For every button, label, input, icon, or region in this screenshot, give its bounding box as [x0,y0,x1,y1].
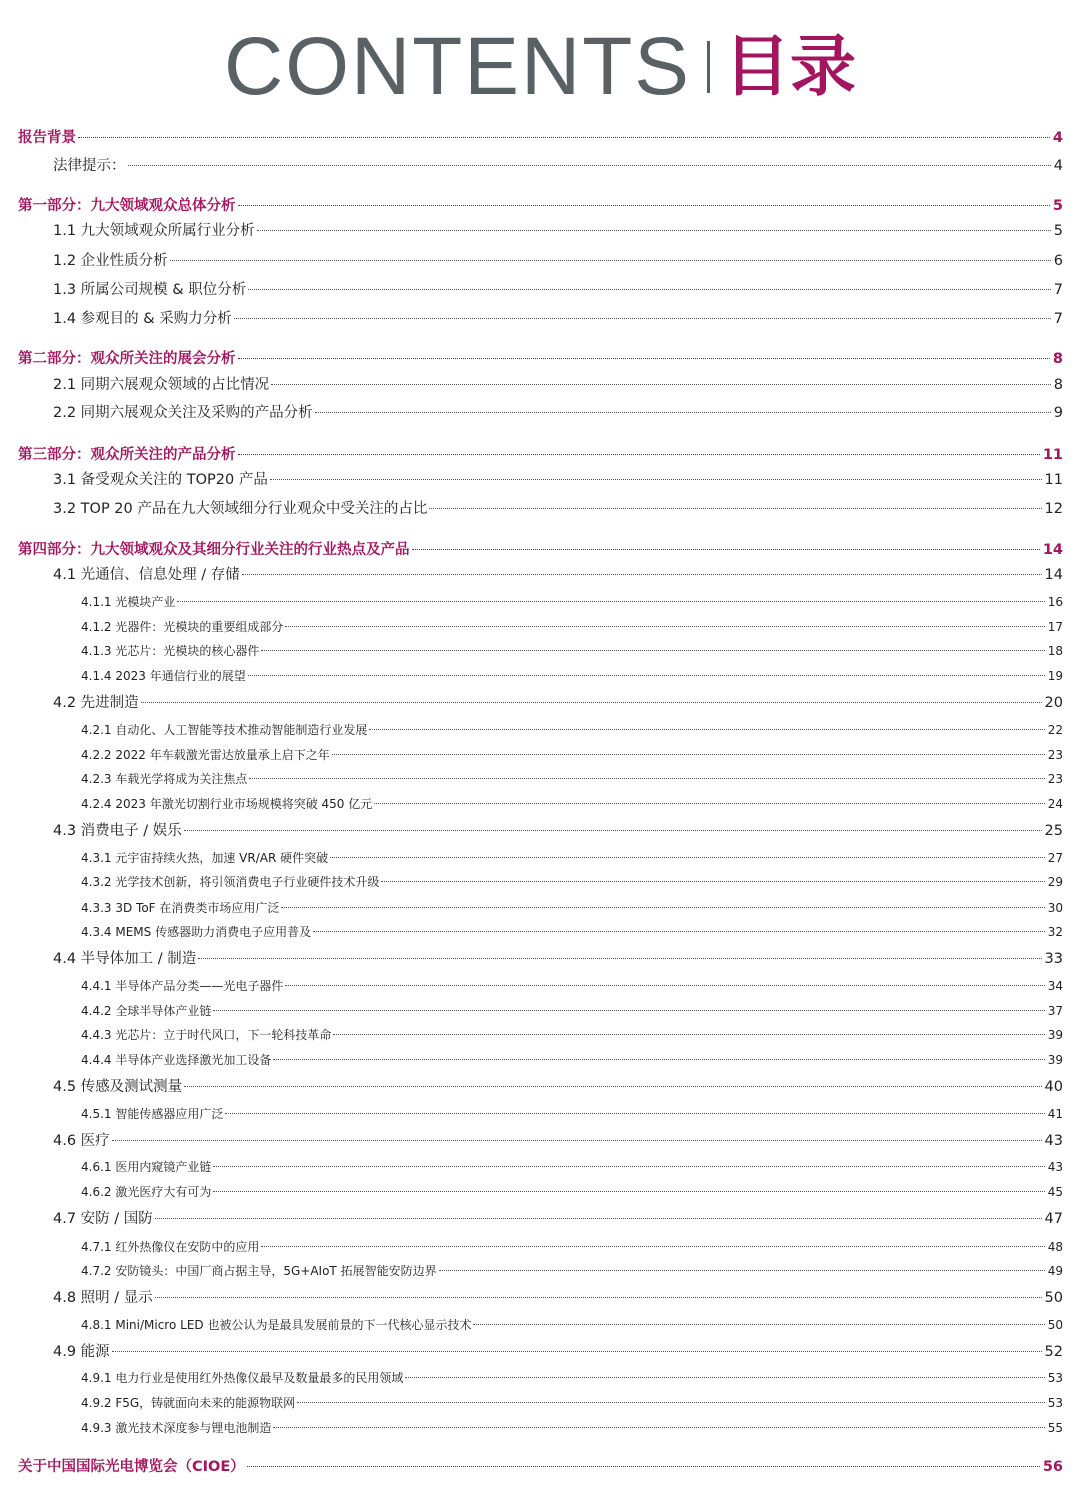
toc-page-number: 41 [1047,1107,1063,1121]
toc-page-number: 29 [1047,875,1063,889]
toc-entry[interactable] [0,468,1080,489]
toc-page-number: 11 [1042,447,1063,463]
toc-entry[interactable] [0,1158,1080,1175]
toc-entry[interactable] [0,642,1080,659]
toc-entry-title: 4.8 照明 / 显示 [53,1290,153,1306]
toc-page-number: 49 [1047,1264,1063,1278]
toc-leader-dots [429,508,1041,509]
toc-leader-dots [141,702,1042,703]
toc-entry[interactable] [0,923,1080,940]
toc-page-number: 5 [1053,223,1063,239]
toc-leader-dots [170,260,1051,261]
toc-entry-title: 4.8.1 Mini/Micro LED 也被公认为是最具发展前景的下一代核心显示技术 [81,1318,472,1332]
toc-entry-title: 4.7.2 安防镜头：中国厂商占据主导，5G+AIoT 拓展智能安防边界 [81,1264,437,1278]
toc-entry[interactable] [0,1129,1080,1150]
toc-page-number: 9 [1053,405,1063,421]
toc-page-number: 39 [1047,1028,1063,1042]
toc-page-number: 53 [1047,1371,1063,1385]
toc-entry-title: 2.1 同期六展观众领域的占比情况 [53,377,270,393]
toc-entry-title: 4.9.3 激光技术深度参与锂电池制造 [81,1421,272,1435]
toc-page-number: 8 [1052,351,1063,367]
toc-leader-dots [213,1166,1044,1167]
toc-entry-title: 4.4.1 半导体产品分类——光电子器件 [81,979,284,993]
toc-leader-dots [248,675,1045,676]
toc-page-number: 50 [1047,1318,1063,1332]
toc-page-number: 30 [1047,901,1063,915]
toc-entry[interactable] [0,873,1080,890]
toc-leader-dots [330,857,1045,858]
toc-leader-dots [155,1297,1042,1298]
toc-entry[interactable] [0,1183,1080,1200]
toc-leader-dots [184,830,1042,831]
toc-leader-dots [78,137,1050,138]
toc-leader-dots [315,412,1051,413]
toc-entry-title: 3.2 TOP 20 产品在九大领域细分行业观众中受关注的占比 [53,501,428,517]
toc-page-number: 8 [1053,377,1063,393]
toc-entry[interactable] [0,1316,1080,1333]
toc-entry-title: 4.1.1 光模块产业 [81,595,176,609]
toc-page-number: 37 [1047,1004,1063,1018]
toc-leader-dots [238,205,1050,206]
toc-entry-title: 1.4 参观目的 & 采购力分析 [53,311,232,327]
toc-page-number: 45 [1047,1185,1063,1199]
toc-leader-dots [297,1402,1045,1403]
toc-leader-dots [155,1218,1042,1219]
toc-entry[interactable] [0,1340,1080,1361]
toc-entry[interactable] [0,667,1080,684]
toc-page-number: 40 [1044,1079,1063,1095]
toc-page-number: 4 [1053,158,1063,174]
toc-entry-title: 4.1.2 光器件：光模块的重要组成部分 [81,620,284,634]
toc-entry[interactable] [0,1419,1080,1436]
toc-leader-dots [213,1191,1044,1192]
toc-leader-dots [247,1466,1040,1467]
toc-page-number: 23 [1047,772,1063,786]
toc-entry[interactable] [0,1394,1080,1411]
toc-page-number: 56 [1042,1459,1063,1475]
toc-entry-title: 3.1 备受观众关注的 TOP20 产品 [53,472,268,488]
toc-entry-title: 4.2.1 自动化、人工智能等技术推动智能制造行业发展 [81,723,368,737]
toc-leader-dots [281,907,1044,908]
toc-leader-dots [405,1377,1044,1378]
toc-entry-title: 4.2.4 2023 年激光切割行业市场规模将突破 450 亿元 [81,797,373,811]
toc-page-number: 7 [1053,311,1063,327]
toc-entry-title: 第三部分：观众所关注的产品分析 [18,447,236,463]
toc-entry-title: 4.9 能源 [53,1344,110,1360]
toc-leader-dots [332,754,1045,755]
toc-entry-title: 4.3.2 光学技术创新，将引领消费电子行业硬件技术升级 [81,875,380,889]
toc-page-number: 52 [1044,1344,1063,1360]
toc-entry[interactable] [0,977,1080,994]
toc-leader-dots [439,1270,1045,1271]
toc-entry[interactable] [0,249,1080,270]
toc-leader-dots [270,479,1042,480]
toc-leader-dots [333,1034,1044,1035]
toc-leader-dots [261,1246,1044,1247]
toc-page-number: 4 [1052,130,1063,146]
toc-page-number: 7 [1053,282,1063,298]
toc-leader-dots [249,778,1044,779]
toc-leader-dots [248,289,1051,290]
toc-entry[interactable] [0,849,1080,866]
toc-entry[interactable] [0,219,1080,240]
toc-page-number: 17 [1047,620,1063,634]
toc-entry-title: 4.6 医疗 [53,1133,110,1149]
toc-entry[interactable] [0,691,1080,712]
toc-page-number: 53 [1047,1396,1063,1410]
toc-entry-title: 4.7 安防 / 国防 [53,1211,153,1227]
toc-entry[interactable] [0,347,1080,368]
toc-entry[interactable] [0,1369,1080,1386]
toc-leader-dots [213,1010,1044,1011]
toc-leader-dots [234,318,1051,319]
toc-entry[interactable] [0,593,1080,610]
toc-entry-title: 第四部分：九大领域观众及其细分行业关注的行业热点及产品 [18,542,410,558]
toc-entry-title: 4.6.1 医用内窥镜产业链 [81,1160,212,1174]
toc-leader-dots [261,650,1044,651]
toc-page-number: 11 [1044,472,1063,488]
toc-entry[interactable] [0,538,1080,559]
toc-entry-title: 4.4.3 光芯片：立于时代风口，下一轮科技革命 [81,1028,332,1042]
toc-entry-title: 4.1.4 2023 年通信行业的展望 [81,669,246,683]
toc-entry-title: 4.4 半导体加工 / 制造 [53,951,197,967]
toc-page-number: 14 [1044,567,1063,583]
toc-entry-title: 4.4.2 全球半导体产业链 [81,1004,212,1018]
toc-leader-dots [273,1059,1044,1060]
toc-entry-title: 4.3.3 3D ToF 在消费类市场应用广泛 [81,901,280,915]
contents-title-chinese: 目录 [724,28,856,105]
toc-entry[interactable] [0,563,1080,584]
toc-entry-title: 4.7.1 红外热像仪在安防中的应用 [81,1240,260,1254]
toc-entry[interactable] [0,819,1080,840]
toc-entry-title: 4.2 先进制造 [53,695,139,711]
toc-leader-dots [184,1086,1041,1087]
page-header [0,22,1080,112]
toc-entry[interactable] [0,899,1080,916]
toc-entry-title: 法律提示： [53,158,126,174]
toc-page-number: 55 [1047,1421,1063,1435]
toc-entry[interactable] [0,278,1080,299]
toc-entry-title: 4.3 消费电子 / 娱乐 [53,823,182,839]
toc-entry-title: 报告背景 [18,130,76,146]
toc-page-number: 16 [1047,595,1063,609]
toc-entry-title: 4.5.1 智能传感器应用广泛 [81,1107,224,1121]
toc-entry[interactable] [0,126,1080,147]
toc-entry[interactable] [0,618,1080,635]
toc-entry-title: 4.9.2 F5G，铸就面向未来的能源物联网 [81,1396,296,1410]
toc-entry-title: 第二部分：观众所关注的展会分析 [18,351,236,367]
toc-page-number: 18 [1047,644,1063,658]
toc-entry-title: 1.3 所属公司规模 & 职位分析 [53,282,247,298]
toc-leader-dots [369,729,1044,730]
toc-entry[interactable] [0,1002,1080,1019]
toc-page-number: 39 [1047,1053,1063,1067]
toc-entry[interactable] [0,770,1080,787]
toc-page-number: 5 [1052,198,1063,214]
toc-entry-title: 2.2 同期六展观众关注及采购的产品分析 [53,405,313,421]
toc-page-number: 19 [1047,669,1063,683]
toc-entry[interactable] [0,443,1080,464]
toc-page-number: 48 [1047,1240,1063,1254]
toc-entry-title: 1.2 企业性质分析 [53,253,168,269]
toc-leader-dots [198,958,1041,959]
toc-leader-dots [177,601,1044,602]
toc-page-number: 34 [1047,979,1063,993]
toc-entry-title: 4.1 光通信、信息处理 / 存储 [53,567,240,583]
toc-entry[interactable] [0,1207,1080,1228]
toc-page-number: 32 [1047,925,1063,939]
toc-entry[interactable] [0,154,1080,175]
toc-leader-dots [313,931,1045,932]
toc-leader-dots [285,626,1044,627]
toc-leader-dots [273,1427,1044,1428]
toc-page-number: 25 [1044,823,1063,839]
toc-entry[interactable] [0,1286,1080,1307]
toc-entry[interactable] [0,194,1080,215]
toc-leader-dots [238,454,1040,455]
toc-leader-dots [112,1351,1042,1352]
toc-leader-dots [242,574,1042,575]
toc-leader-dots [257,230,1051,231]
toc-entry-title: 4.2.2 2022 年车载激光雷达放量承上启下之年 [81,748,330,762]
contents-title: CONTENTS [224,21,691,112]
toc-entry[interactable] [0,497,1080,518]
toc-entry-title: 4.1.3 光芯片：光模块的核心器件 [81,644,260,658]
toc-entry-title: 4.4.4 半导体产业选择激光加工设备 [81,1053,272,1067]
toc-entry[interactable] [0,746,1080,763]
toc-leader-dots [473,1324,1044,1325]
toc-entry[interactable] [0,1051,1080,1068]
toc-page-number: 50 [1044,1290,1063,1306]
toc-leader-dots [112,1140,1042,1141]
toc-entry[interactable] [0,1238,1080,1255]
toc-page-number: 6 [1053,253,1063,269]
toc-page-number: 23 [1047,748,1063,762]
toc-page-number: 20 [1044,695,1063,711]
toc-leader-dots [128,165,1051,166]
toc-entry-title: 4.2.3 车载光学将成为关注焦点 [81,772,248,786]
toc-leader-dots [412,549,1040,550]
toc-entry-title: 第一部分：九大领域观众总体分析 [18,198,236,214]
toc-page-number: 27 [1047,851,1063,865]
toc-entry[interactable] [0,947,1080,968]
toc-entry[interactable] [0,307,1080,328]
toc-leader-dots [381,881,1044,882]
toc-leader-dots [225,1113,1044,1114]
toc-page-number: 43 [1047,1160,1063,1174]
toc-entry-title: 1.1 九大领域观众所属行业分析 [53,223,255,239]
toc-leader-dots [374,803,1044,804]
toc-page-number: 14 [1042,542,1063,558]
toc-leader-dots [285,985,1044,986]
toc-entry[interactable] [0,401,1080,422]
toc-page-number: 22 [1047,723,1063,737]
toc-page-number: 33 [1044,951,1063,967]
toc-entry[interactable] [0,721,1080,738]
toc-entry-title: 4.3.1 元宇宙持续火热，加速 VR/AR 硬件突破 [81,851,329,865]
title-divider [707,41,710,93]
toc-entry[interactable] [0,1455,1080,1476]
toc-entry-title: 4.3.4 MEMS 传感器助力消费电子应用普及 [81,925,312,939]
toc-page-number: 24 [1047,797,1063,811]
toc-entry[interactable] [0,1026,1080,1043]
toc-entry[interactable] [0,1262,1080,1279]
toc-page-number: 43 [1044,1133,1063,1149]
toc-entry-title: 4.6.2 激光医疗大有可为 [81,1185,212,1199]
toc-entry[interactable] [0,795,1080,812]
toc-entry-title: 关于中国国际光电博览会（CIOE） [18,1459,245,1475]
toc-page-number: 12 [1044,501,1063,517]
toc-leader-dots [271,384,1051,385]
toc-entry[interactable] [0,1075,1080,1096]
toc-entry[interactable] [0,1105,1080,1122]
toc-page-number: 47 [1044,1211,1063,1227]
toc-entry-title: 4.5 传感及测试测量 [53,1079,183,1095]
toc-leader-dots [238,358,1050,359]
toc-entry-title: 4.9.1 电力行业是使用红外热像仪最早及数量最多的民用领域 [81,1371,404,1385]
toc-entry[interactable] [0,373,1080,394]
